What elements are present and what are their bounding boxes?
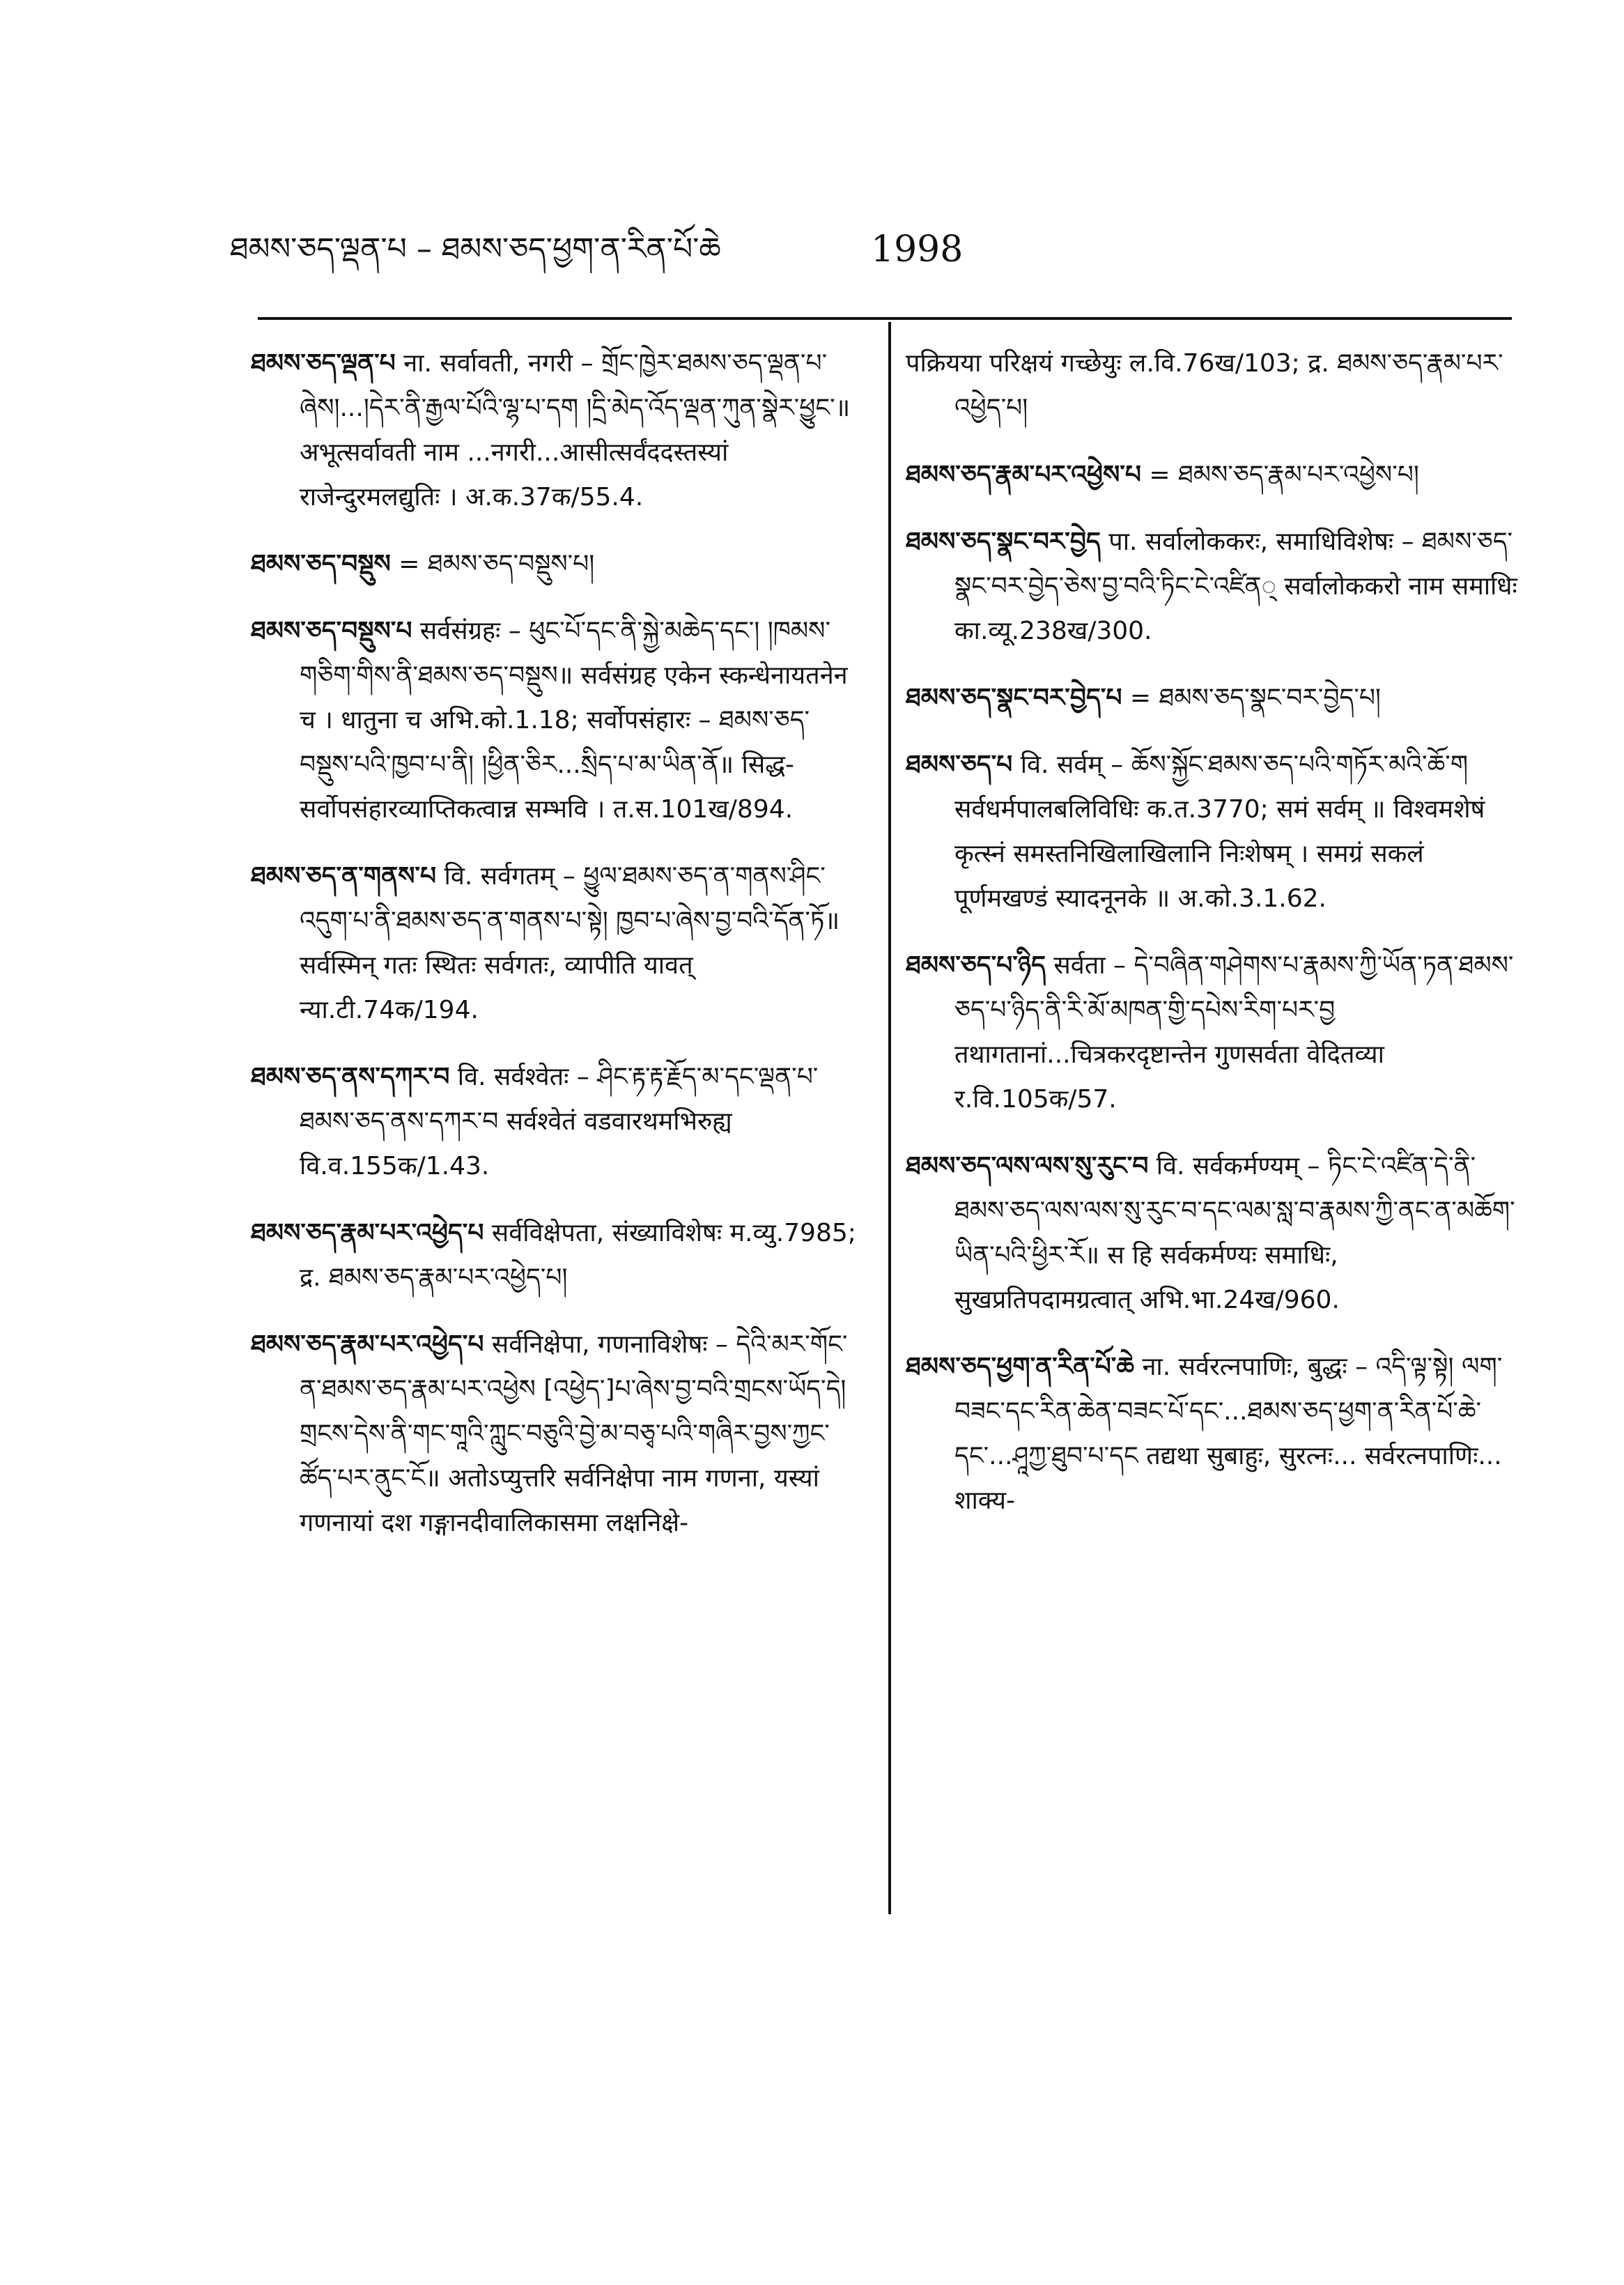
entry-headword: ཐམས་ཅད་ཕྱག་ན་རིན་པོ་ཆེ — [906, 1353, 1134, 1381]
dictionary-entry — [906, 1144, 1519, 1323]
entry-text: ना. सर्वरत्नपाणिः, बुद्धः – འདི་ལྟ་སྟེ། ལག་བཟང་དང་རིན་ཆེན་བཟང་པོ་དང་...ཐམས་ཅད་ཕྱག་ན་རིན་པོ་ཆེ་དང་...ཤཱཀྱ་ཐུབ་པ་དང तद्यथा सुबाहुः, सुरत्नः... सर्वरत्नपाणिः... शाक्य- — [954, 1353, 1503, 1515]
entry-headword: ཐམས་ཅད་པ — [906, 751, 1013, 779]
dictionary-entry — [251, 1211, 864, 1300]
entry-text: पा. सर्वालोककरः, समाधिविशेषः – ཐམས་ཅད་སྣང་བར་བྱེད་ཅེས་བྱ་བའི་ཏིང་ངེ་འཛིན् सर्वालोककरो नाम समाधिः का.व्यू.238ख/300. — [954, 528, 1517, 645]
dictionary-entry — [906, 453, 1519, 498]
entry-headword: ཐམས་ཅད་རྣམ་པར་འཕྱེས་པ — [906, 461, 1141, 489]
right-column — [906, 341, 1519, 1546]
entry-headword: ཐམས་ཅད་རྣམ་པར་འཕྱེད་པ — [251, 1219, 484, 1247]
entry-headword: ཐམས་ཅད་པ་ཉིད — [906, 951, 1046, 980]
page-number: 1998 — [871, 229, 964, 270]
entry-text: सर्वविक्षेपता, संख्याविशेषः म.व्यु.7985; द्र. ཐམས་ཅད་རྣམ་པར་འཕྱེད་པ། — [300, 1219, 856, 1292]
entry-text: = ཐམས་ཅད་རྣམ་པར་འཕྱེས་པ། — [1149, 461, 1419, 489]
column-divider — [888, 322, 891, 1914]
dictionary-entry — [251, 609, 864, 832]
entry-headword: ཐམས་ཅད་ལྡན་པ — [251, 349, 396, 378]
dictionary-entry — [251, 1055, 864, 1189]
header-title: ཐམས་ཅད་ལྡན་པ – ཐམས་ཅད་ཕྱག་ན་རིན་པོ་ཆེ — [230, 231, 721, 267]
dictionary-entry — [906, 743, 1519, 921]
entry-text: = ཐམས་ཅད་བསྡུས་པ། — [399, 550, 595, 578]
entry-text: ना. सर्वावती, नगरी – གྲོང་ཁྱེར་ཐམས་ཅད་ལྡན་པ་ཞེས།...།དེར་ནི་རྒྱལ་པོའི་ལྷ་པ་དག །དྲི་མེད་འོད་ལྡན་ཀུན་སྣེར་ཕྱུང་॥ अभूत्सर्वावती नाम ...नगरी...आसीत्सर्वंददस्तस्यां राजेन्दुरमलद्युतिः । अ.क.37क/55.4. — [300, 349, 851, 511]
entry-text: = ཐམས་ཅད་སྣང་བར་བྱེད་པ། — [1129, 684, 1381, 712]
entry-text: वि. सर्वकर्मण्यम् – ཏིང་ངེ་འཛིན་དེ་ནི་ཐམས་ཅད་ལས་ལས་སུ་རུང་བ་དང་ལམ་སླ་བ་རྣམས་ཀྱི་ནང་ན་མཆོག་ཡིན་པའི་ཕྱིར་རོ॥ स हि सर्वकर्मण्यः समाधिः, सुखप्रतिपदामग्रत्वात् अभि.भा.24ख/960. — [954, 1152, 1515, 1314]
dictionary-entry — [251, 854, 864, 1033]
entry-text: सर्वसंग्रहः – ཕུང་པོ་དང་ནི་སྐྱེ་མཆེད་དང་། །ཁམས་གཅིག་གིས་ནི་ཐམས་ཅད་བསྡུས॥ सर्वसंग्रह एकेन स्कन्धेनायतनेन च । धातुना च अभि.को.1.18; सर्वोपसंहारः – ཐམས་ཅད་བསྡུས་པའི་ཁྱབ་པ་ནི། །ཕྱིན་ཅིར...སྲིད་པ་མ་ཡིན་ནོ॥ सिद्ध-सर्वोपसंहारव्याप्तिकत्वान्न सम्भवि । त.स.101ख/894. — [300, 617, 848, 824]
dictionary-entry — [251, 1323, 864, 1546]
dictionary-entry — [906, 944, 1519, 1122]
entry-text: सर्वता – དེ་བཞིན་གཤེགས་པ་རྣམས་ཀྱི་ཡོན་ཏན་ཐམས་ཅད་པ་ཉིད་ནི་རི་མོ་མཁན་གྱི་དཔེས་རིག་པར་བྱ तथागतानां...चित्रकरदृष्टान्तेन गुणसर्वता वेदितव्या र.वि.105क/57. — [954, 951, 1514, 1114]
header-rule — [258, 317, 1512, 320]
entry-headword: ཐམས་ཅད་སྣང་བར་བྱེད — [906, 528, 1101, 556]
left-column — [251, 341, 864, 1568]
entry-text: वि. सर्वम् – ཆོས་སྐྱོང་ཐམས་ཅད་པའི་གཏོར་མའི་ཆོ་ག सर्वधर्मपालबलिविधिः क.त.3770; समं सर्वम् ॥ विश्वमशेषं कृत्स्नं समस्तनिखिलाखिलानि निःशेषम् । समग्रं सकलं पूर्णमखण्डं स्यादनूनके ॥ अ.को.3.1.62. — [954, 751, 1485, 913]
entry-text: सर्वनिक्षेपा, गणनाविशेषः – དེའི་མར་གོང་ན་ཐམས་ཅད་རྣམ་པར་འཕྱེས [འཕྱེད་]པ་ཞེས་བྱ་བའི་གྲངས་ཡོད་དེ། གྲངས་དེས་ནི་གང་གཱའི་ཀླུང་བཅུའི་བྱེ་མ་བཅྭ་པའི་གཞིར་བྱས་ཀྱང་ཚོད་པར་ནུང་ངོ॥ अतोऽप्युत्तरि सर्वनिक्षेपा नाम गणना, यस्यां गणनायां दश गङ्गानदीवालिकासमा लक्षनिक्षे- — [300, 1330, 848, 1537]
page-header — [230, 222, 1331, 277]
dictionary-entry — [251, 542, 864, 587]
entry-text: वि. सर्वश्वेतः – ཤིང་རྟ་རྟ་རྗོད་མ་དང་ལྡན་པ་ཐམས་ཅད་ནས་དཀར་བ सर्वश्वेतं वडवारथमभिरुह्य वि.व.155क/1.43. — [300, 1063, 819, 1180]
entry-headword: ཐམས་ཅད་རྣམ་པར་འཕྱེད་པ — [251, 1330, 484, 1359]
entry-headword: ཐམས་ཅད་ནས་དཀར་བ — [251, 1063, 450, 1091]
dictionary-entry — [906, 341, 1519, 431]
dictionary-entry — [906, 676, 1519, 721]
dictionary-entry — [906, 1345, 1519, 1523]
entry-headword: ཐམས་ཅད་ན་གནས་པ — [251, 862, 437, 891]
dictionary-entry — [906, 520, 1519, 654]
entry-text: वि. सर्वगतम् – ཕྱུལ་ཐམས་ཅད་ན་གནས་ཤིང་འདུག་པ་ནི་ཐམས་ཅད་ན་གནས་པ་སྟེ། ཁྱབ་པ་ཞེས་བྱ་བའི་དོན་ཏོ॥ सर्वस्मिन् गतः स्थितः सर्वगतः, व्यापीति यावत् न्या.टी.74क/194. — [300, 862, 840, 1024]
entry-headword: ཐམས་ཅད་སྣང་བར་བྱེད་པ — [906, 684, 1122, 712]
entry-headword: ཐམས་ཅད་བསྡུས་པ — [251, 617, 412, 645]
entry-headword: ཐམས་ཅད་ལས་ལས་སུ་རུང་བ — [906, 1152, 1149, 1180]
dictionary-entry — [251, 341, 864, 520]
entry-text: पक्रियया परिक्षयं गच्छेयुः ल.वि.76ख/103; द्र. ཐམས་ཅད་རྣམ་པར་འཕྱེད་པ། — [906, 349, 1503, 422]
entry-headword: ཐམས་ཅད་བསྡུས — [251, 550, 391, 578]
